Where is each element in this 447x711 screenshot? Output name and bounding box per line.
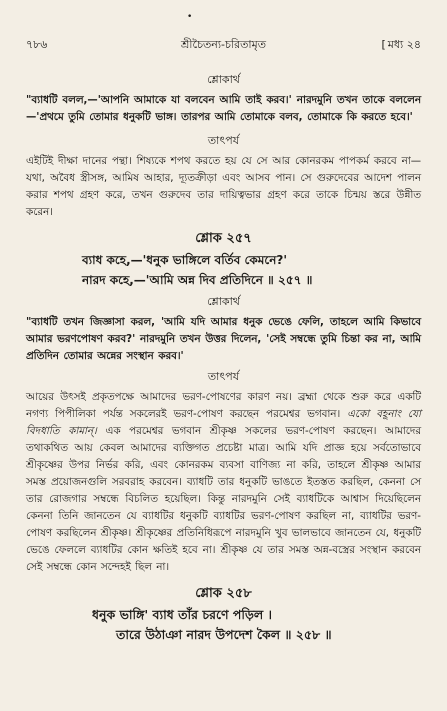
- page-body: [26, 72, 421, 645]
- chapter-label: [ মধ্য ২৪: [381, 38, 421, 51]
- verse-258-label: শ্লোক ২৫৮: [195, 586, 252, 601]
- purport-text-2b: এক পরমেশ্বর ভগবান শ্রীকৃষ্ণ সকলের ভরণ-পোষণ করছেন। আমাদের তথাকথিত আয় কেবল আমাদের ব্যক্তিগত প্রচেষ্টা মাত্র। আমি যদি প্রাজ্ঞ হয়ে সর্বতোভাবে শ্রীকৃষ্ণের উপর নির্ভর করি, এবং কোনরকম ব্যবসা বাণিজ্য না করি, তাহলে শ্রীকৃষ্ণ আমার সমস্ত প্রয়োজনগুলি সরবরাহ করবেন। ব্যাধটি তার ধনুকটি ভাঙতে ইতস্তত করছিল, কেননা সে তার রোজগার সম্বন্ধে বিচলিত হয়েছিল। কিন্তু নারদমুনি সেই ব্যাধটিকে আশ্বাস দিয়েছিলেন কেননা তিনি জানতেন যে ব্যাধটির ধনুকটি ব্যাধটির ভরণ-পোষণ করছিল না, ব্যাধটির ভরণ-পোষণ করছিলেন শ্রীকৃষ্ণ। শ্রীকৃষ্ণের প্রতিনিধিরূপে নারদমুনি খুব ভালভাবে জানতেন যে, ধনুকটি ভেঙে ফেললে ব্যাধটির কোন ক্ষতিই হবে না। শ্রীকৃষ্ণ যে তার সমস্ত অন্ন-বস্ত্রের সংস্থান করবেন সেই সম্বন্ধে কোন সন্দেহই ছিল না।: [26, 425, 421, 573]
- purport-quote: একো বহূনাং যো বিদধাতি কামান্।: [26, 408, 421, 437]
- purport-label-2: তাৎপর্য: [207, 370, 240, 383]
- page-mark: •: [187, 12, 193, 22]
- verse-257-line-1: ব্যাধ কহে,—'ধনুক ভাঙ্গিলে বর্তিব কেমনে?': [82, 253, 288, 267]
- purport-text-1: এইটিই দীক্ষা দানের পন্থা। শিষ্যকে শপথ করতে হয় যে সে আর কোনরকম পাপকর্ম করবে না—যথা, অবৈধ স্ত্রীসঙ্গ, আমিষ আহার, দ্যূতক্রীড়া এবং আসব পান। সে গুরুদেবের আদেশ পালন করার শপথ গ্রহণ করে, তখন গুরুদেব তার দায়িত্বভার গ্রহণ করে তাকে চিন্ময় স্তরে উন্নীত করেন।: [26, 155, 421, 218]
- translation-label-2: শ্লোকার্থ: [207, 295, 240, 308]
- chapter-text: মধ্য ২৪: [387, 38, 421, 51]
- translation-text-2: "ব্যাধটি তখন জিজ্ঞাসা করল, 'আমি যদি আমার ধনুক ভেঙে ফেলি, তাহলে আমি কিভাবে আমার ভরণপোষণ করব?' নারদমুনি তখন উত্তর দিলেন, 'সেই সম্বন্ধে তুমি চিন্তা কর না, আমি প্রতিদিন তোমার অন্নের সংস্থান করব।': [26, 316, 421, 362]
- book-title: শ্রীচৈতন্য-চরিতামৃত: [181, 38, 266, 51]
- page-number: ৭৮৬: [26, 38, 48, 51]
- translation-text-1: "ব্যাধটি বলল,—'আপনি আমাকে যা বলবেন আমি তাই করব।' নারদমুনি তখন তাকে বললেন—'প্রথমে তুমি তোমার ধনুকটি ভাঙ্গ। তারপর আমি তোমাকে বলব, তোমাকে কি করতে হবে।': [26, 94, 421, 123]
- verse-258-line-1: ধনুক ভাঙ্গি' ব্যাধ তাঁর চরণে পড়িল ।: [92, 607, 273, 622]
- purport-label-1: তাৎপর্য: [207, 134, 240, 147]
- page-header: [26, 36, 421, 54]
- translation-label-1: শ্লোকার্থ: [207, 73, 240, 86]
- verse-258-line-2: তারে উঠাঞা নারদ উপদেশ কৈল ॥ ২৫৮ ॥: [116, 627, 332, 642]
- purport-text-2: [26, 389, 421, 576]
- purport-text-2a: আয়ের উৎসই প্রকৃতপক্ষে আমাদের ভরণ-পোষণের কারণ নয়। ব্রহ্মা থেকে শুরু করে একটি নগণ্য পিপীলিকা পর্যন্ত সকলেরই ভরণ-পোষণ করছেন পরমেশ্বর ভগবান।: [26, 391, 421, 420]
- verse-257-line-2: নারদ কহে,—'আমি অন্ন দিব প্রতিদিনে ॥ ২৫৭ ॥: [82, 273, 313, 287]
- verse-257-label: শ্লোক ২৫৭: [195, 231, 252, 246]
